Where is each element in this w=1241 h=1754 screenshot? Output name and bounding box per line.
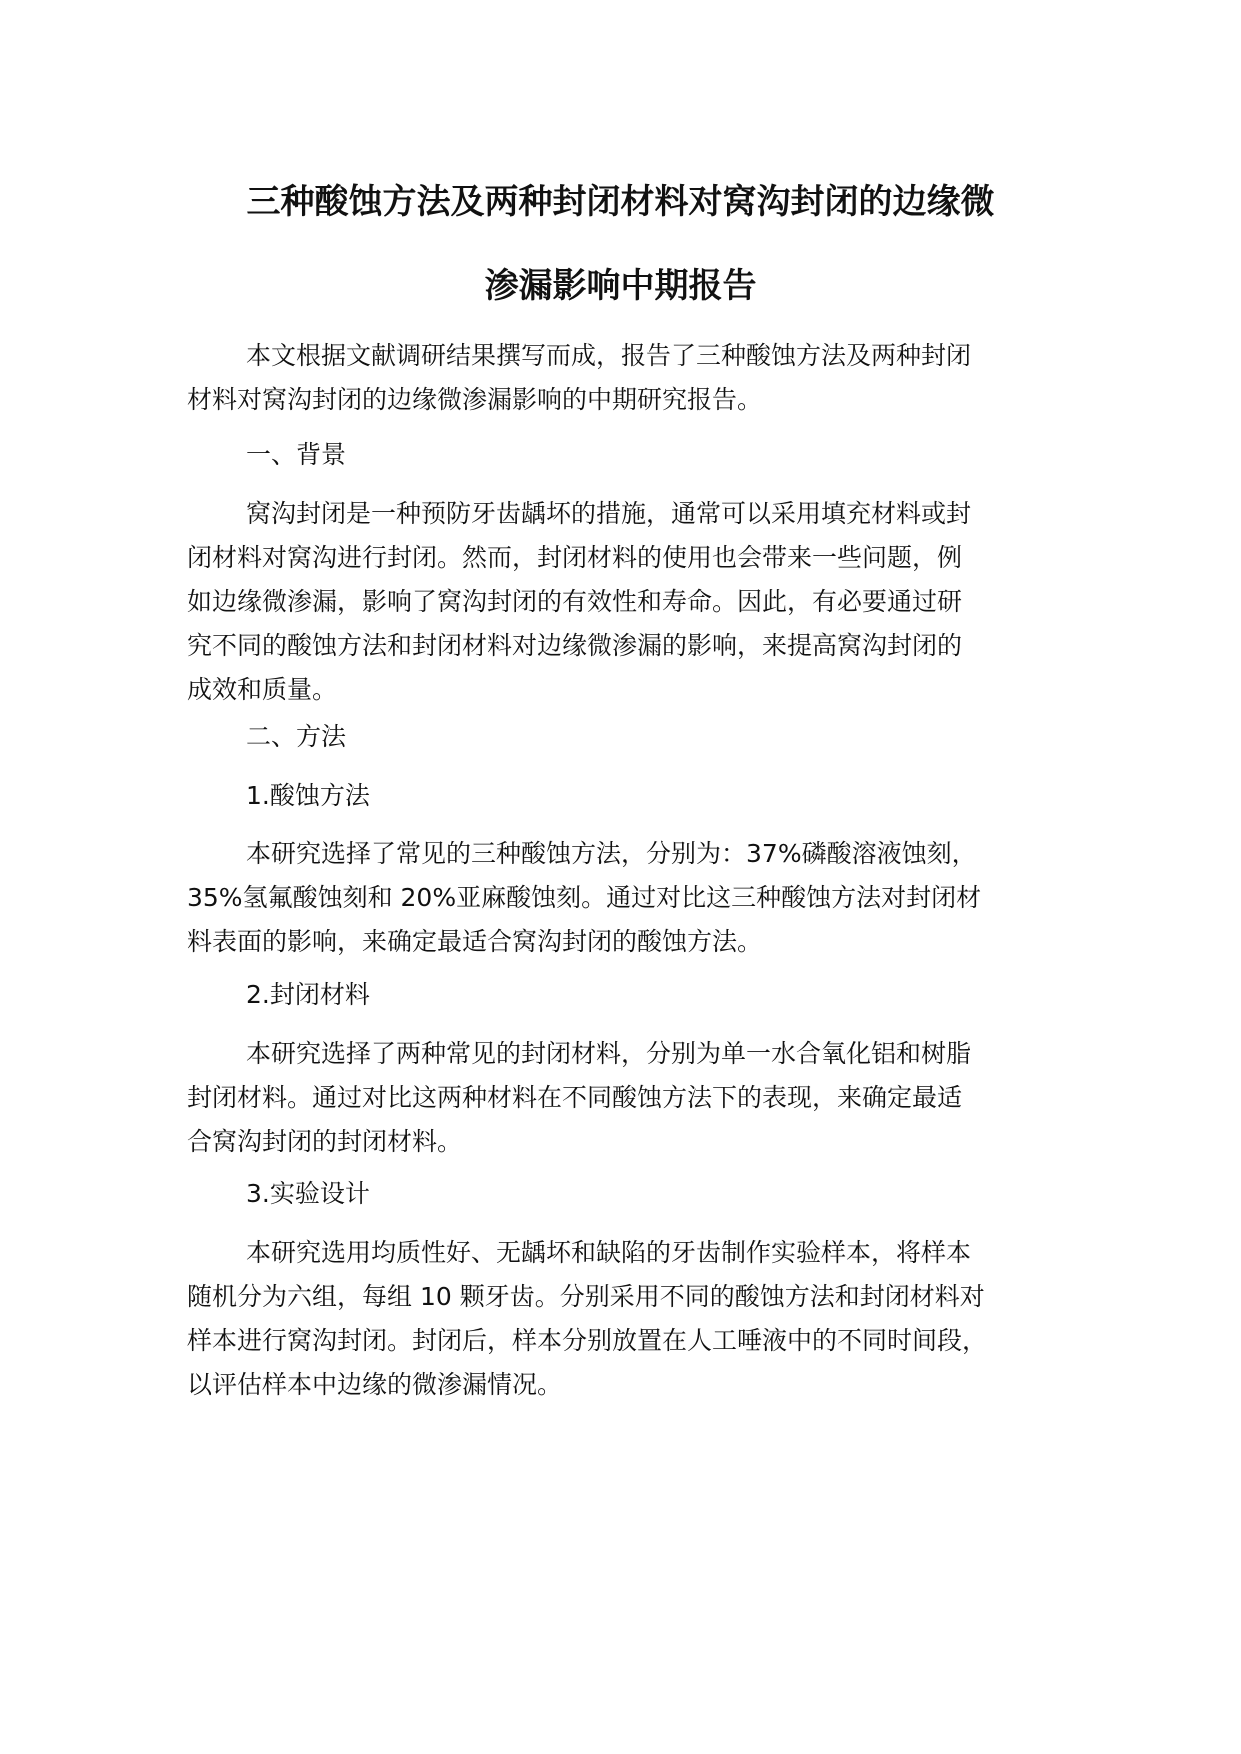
- intro-line: 材料对窝沟封闭的边缘微渗漏影响的中期研究报告。: [187, 385, 763, 414]
- background-paragraph: [187, 492, 1067, 712]
- paragraph-line: 究不同的酸蚀方法和封闭材料对边缘微渗漏的影响，来提高窝沟封闭的: [187, 631, 963, 660]
- section-heading-method: 二、方法: [246, 722, 347, 751]
- design-paragraph: [187, 1231, 1067, 1407]
- paragraph-line: 闭材料对窝沟进行封闭。然而，封闭材料的使用也会带来一些问题，例: [187, 543, 963, 572]
- paragraph-line: 本研究选择了常见的三种酸蚀方法，分别为：37%磷酸溶液蚀刻，: [246, 839, 977, 868]
- paragraph-line: 合窝沟封闭的封闭材料。: [187, 1127, 463, 1156]
- intro-paragraph: [187, 334, 1067, 422]
- etching-paragraph: [187, 832, 1067, 964]
- paragraph-line: 本研究选用均质性好、无龋坏和缺陷的牙齿制作实验样本，将样本: [246, 1238, 972, 1267]
- paragraph-line: 封闭材料。通过对比这两种材料在不同酸蚀方法下的表现，来确定最适: [187, 1083, 963, 1112]
- paragraph-line: 如边缘微渗漏，影响了窝沟封闭的有效性和寿命。因此，有必要通过研: [187, 587, 963, 616]
- subsection-heading-design: 3.实验设计: [246, 1179, 370, 1208]
- paragraph-line: 随机分为六组，每组 10 颗牙齿。分别采用不同的酸蚀方法和封闭材料对: [187, 1282, 985, 1311]
- paragraph-line: 料表面的影响，来确定最适合窝沟封闭的酸蚀方法。: [187, 927, 763, 956]
- paragraph-line: 成效和质量。: [187, 675, 338, 704]
- paragraph-line: 35%氢氟酸蚀刻和 20%亚麻酸蚀刻。通过对比这三种酸蚀方法对封闭材: [187, 883, 982, 912]
- paragraph-line: 样本进行窝沟封闭。封闭后，样本分别放置在人工唾液中的不同时间段，: [187, 1326, 988, 1355]
- paragraph-line: 窝沟封闭是一种预防牙齿龋坏的措施，通常可以采用填充材料或封: [246, 499, 972, 528]
- section-heading-background: 一、背景: [246, 440, 347, 469]
- intro-line: 本文根据文献调研结果撰写而成，报告了三种酸蚀方法及两种封闭: [246, 341, 972, 370]
- paragraph-line: 以评估样本中边缘的微渗漏情况。: [187, 1370, 563, 1399]
- paragraph-line: 本研究选择了两种常见的封闭材料，分别为单一水合氧化铝和树脂: [246, 1039, 972, 1068]
- subsection-heading-etching: 1.酸蚀方法: [246, 781, 370, 810]
- document-title-line-1: 三种酸蚀方法及两种封闭材料对窝沟封闭的边缘微: [246, 182, 995, 222]
- sealant-paragraph: [187, 1032, 1067, 1164]
- document-title-line-2: 渗漏影响中期报告: [484, 266, 757, 306]
- subsection-heading-sealant: 2.封闭材料: [246, 980, 370, 1009]
